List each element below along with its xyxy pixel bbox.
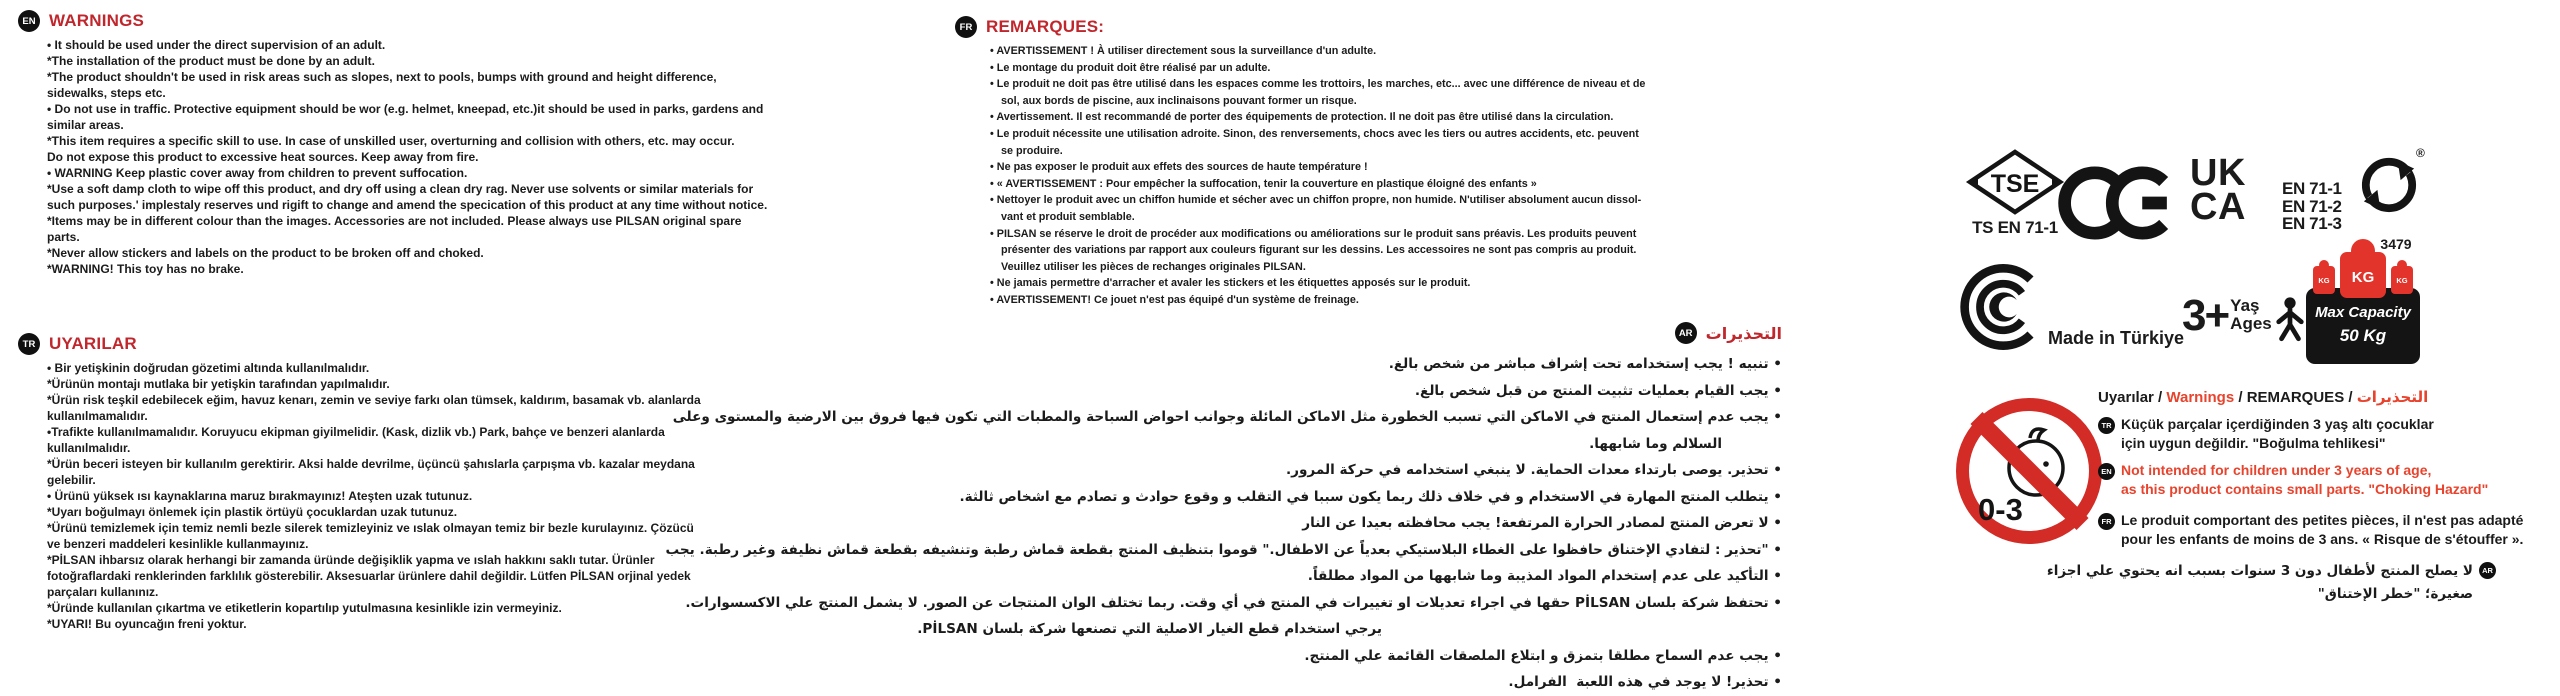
warning-line: • يجب عدم إستعمال المنتج في الاماكن التي تسبب الخطورة مثل الاماكن المائلة وجوانب احواض السباحة والمطبات التي تكون فيها فروق بين الارضية والمستوى وعلى [672, 409, 1782, 425]
choking-hazard-panel [2046, 388, 2524, 606]
choking-heading [2098, 388, 2496, 406]
warning-line: • تنبيه ! يجب إستخدامه تحت إشراف مباشر من شخص بالغ. [1388, 356, 1782, 372]
warning-line: parts. [47, 230, 80, 244]
choking-heading-en: Warnings [2166, 389, 2235, 406]
separator: / [2234, 389, 2247, 406]
en71-standards [2282, 180, 2342, 233]
section-warnings-fr [955, 16, 1645, 309]
age-number: 3+ [2182, 291, 2229, 340]
warning-line: • It should be used under the direct supervision of an adult. [47, 38, 386, 52]
warning-line: • Ne pas exposer le produit aux effets des sources de haute température ! [990, 161, 1368, 174]
warning-lines-en [47, 37, 767, 277]
separator: / [2344, 389, 2357, 406]
age-word-tr: Yaş [2230, 296, 2260, 315]
green-dot-recycle-icon [2360, 156, 2418, 214]
warning-line: kullanılmalıdır. [47, 441, 131, 455]
kg-weight-small-icon: KG [2313, 266, 2335, 294]
ar-language-badge: AR [1675, 322, 1697, 344]
made-in-label: Made in Türkiye [2048, 328, 2185, 348]
age-range-text: 0-3 [1978, 492, 2023, 527]
ukca-line-ca: CA [2190, 186, 2246, 228]
warning-line: السلالم وما شابهها. [1589, 435, 1722, 452]
age-words [2230, 297, 2272, 333]
age-recommendation [2182, 291, 2306, 342]
section-header-tr [18, 333, 701, 355]
choking-line: Not intended for children under 3 years of age, [2121, 462, 2432, 478]
separator: / [2153, 389, 2167, 406]
warning-line: • Do not use in traffic. Protective equipment should be wor (e.g. helmet, kneepad, etc.)it should be used in parks, gardens and [47, 102, 764, 116]
warning-line: *Ürün risk teşkil edebilecek eğim, havuz kenarı, zemin ve seviye farkı olan tümsek, kaldırım, basamak vb. alanlarda [47, 393, 701, 407]
section-title-ar: التحذيرات [1705, 323, 1782, 343]
kg-weight-icon: KG [2340, 252, 2386, 298]
tse-logo [1966, 148, 2064, 216]
warning-line: • التأكيد على عدم إستخدام المواد المذيبة وما شابهها من المواد مطلقاً. [1307, 568, 1782, 584]
age-0-3-prohibition-sign [1956, 398, 2102, 544]
warning-line: *PİLSAN ihbarsız olarak herhangi bir zamanda üründe değişiklik yapma ve ıslah hakkını saklı tutar. Ürünler [47, 553, 655, 567]
max-capacity-value: 50 Kg [2339, 326, 2387, 345]
en71-standard-line: EN 71-2 [2282, 196, 2342, 216]
warning-line: • Bir yetişkinin doğrudan gözetimi altında kullanılmalıdır. [47, 361, 370, 375]
tr-language-badge: TR [2098, 417, 2115, 434]
warning-line: similar areas. [47, 118, 124, 132]
warning-line: vant et produit semblable. [1001, 210, 1135, 223]
choking-text-tr [2121, 415, 2434, 452]
warning-line: • Le produit nécessite une utilisation adroite. Sinon, des renversements, chocs avec les tiers ou autres accidents, etc. peuvent [990, 127, 1639, 140]
choking-heading-fr: REMARQUES [2246, 389, 2345, 406]
choking-line: Küçük parçalar içerdiğinden 3 yaş altı çocuklar [2121, 416, 2434, 432]
warning-line: such purposes.' implestaly reserves und rigift to change and amend the specication of this product at any time without notice. [47, 198, 768, 212]
warning-line: *Use a soft damp cloth to wipe off this product, and dry off using a clean dry rag. Never use solvents or similar materials for [47, 182, 754, 196]
section-warnings-tr [18, 333, 701, 632]
ce-mark-icon [2066, 160, 2174, 246]
warning-line: *UYARI! Bu oyuncağın freni yoktur. [47, 617, 247, 631]
warning-line: *Ürünün montajı mutlaka bir yetişkin tarafından yapılmalıdır. [47, 377, 390, 391]
warning-line: *Ürünü temizlemek için temiz nemli bezle silerek temizleyiniz ve ıslak olmayan temiz bir bezle kurulayınız. Çözücü [47, 521, 694, 535]
choking-text-ar [2047, 560, 2473, 606]
warning-line: kullanılmamalıdır. [47, 409, 148, 423]
choking-line: as this product contains small parts. "Choking Hazard" [2121, 480, 2489, 497]
warning-line: gelebilir. [47, 473, 96, 487]
warning-line: يرجي استخدام قطع الغيار الاصلية التي تصنعها شركة بلسان PİLSAN. [917, 621, 1382, 637]
warning-lines-fr [990, 43, 1645, 309]
max-capacity-title: Max Capacity [2315, 304, 2411, 321]
age-word-en: Ages [2230, 314, 2272, 333]
warning-line: • يجب القيام بعمليات تثبيت المنتج من قبل شخص بالغ. [1414, 382, 1782, 399]
registered-trademark-symbol: ® [2416, 146, 2425, 160]
choking-heading-tr: Uyarılar [2098, 389, 2154, 406]
warning-line: • تحذير. يوصى بارتداء معدات الحماية. لا ينبغي استخدامه في حركة المرور. [1285, 462, 1782, 478]
warning-line: *Items may be in different colour than the images. Accessories are not included. Please always use PILSAN original spare [47, 214, 742, 228]
en71-standard-line: EN 71-1 [2282, 179, 2342, 198]
ukca-line-uk: UK [2190, 152, 2246, 194]
warning-line: • Le produit ne doit pas être utilisé dans les espaces comme les trottoirs, les marches, etc... avec une différence de niveau et de [990, 78, 1646, 91]
choking-line: Le produit comportant des petites pièces, il n'est pas adapté [2121, 512, 2524, 528]
warning-line: sol, aux bords de piscine, aux inclinaisons pouvant former un risque. [1001, 94, 1357, 107]
en-language-badge: EN [18, 10, 40, 32]
warning-line: • Ürünü yüksek ısı kaynaklarına maruz bırakmayınız! Ateşten uzak tutunuz. [47, 489, 473, 503]
warning-line: • Ne jamais permettre d'arracher et avaler les stickers et les étiquettes apposés sur le produit. [990, 277, 1471, 290]
warning-line: présenter des variations par rapport aux couleurs figurant sur les dessins. Les accessoires ne sont pas compris au produit. [1001, 244, 1637, 257]
warning-line: • يتطلب المنتج المهارة في الاستخدام و في خلاف ذلك ربما يكون سببا في التقلب و وقوع حوادث و تصادم مع اشخاص ثالثة. [959, 488, 1782, 505]
ukca-mark [2190, 152, 2246, 228]
fr-language-badge: FR [2098, 513, 2115, 530]
section-header-fr [955, 16, 1645, 38]
choking-text-fr [2121, 511, 2523, 548]
choking-warning-en [2098, 461, 2496, 498]
green-dot-number: 3479 [2380, 236, 2412, 252]
warning-line: • Le montage du produit doit être réalisé par un adulte. [990, 61, 1271, 74]
crescent-certification-icon [1960, 264, 2046, 350]
warning-line: fotoğraflardaki renklerinden farklılık gösterebilir. Aksesuarlar ürünlere dahil değildir. Lütfen PİLSAN orjinal yedek [47, 569, 691, 583]
warning-line: • AVERTISSEMENT ! À utiliser directement sous la surveillance d'un adulte. [990, 45, 1377, 57]
warning-line: • WARNING Keep plastic cover away from children to prevent suffocation. [47, 166, 468, 180]
section-warnings-ar [665, 322, 1782, 696]
choking-warning-fr [2098, 511, 2524, 548]
tr-language-badge: TR [18, 333, 40, 355]
fr-language-badge: FR [955, 16, 977, 38]
warning-line: • AVERTISSEMENT! Ce jouet n'est pas équipé d'un système de freinage. [990, 293, 1359, 306]
warning-line: parçaları kullanınız. [47, 585, 159, 599]
svg-text:TSE: TSE [1990, 170, 2040, 198]
section-title-fr: REMARQUES: [986, 17, 1105, 36]
warning-line: • "تحذير : لتفادي الإختناق حافظوا على الغطاء البلاستيكي بعدياً عن الاطفال." قوموا بتنظيف المنتج بقطعة قماش رطبة وتنشيفه بقطعة قماش نظيفة وغير رطبة. يجب [665, 541, 1782, 558]
section-header-ar [950, 322, 1782, 344]
en-language-badge: EN [2098, 463, 2115, 480]
warning-line: *The product shouldn't be used in risk areas such as slopes, next to pools, bumps with ground and height difference, [47, 70, 717, 84]
warning-line: *This item requires a specific skill to use. In case of unskilled user, overturning and collision with others, etc. may occur. [47, 134, 735, 148]
warning-line: *Ürün beceri isteyen bir kullanılm gerektirir. Aksi halde devrilme, üçüncü şahıslarla çarpışma vb. kazalar meydana [47, 457, 695, 471]
warning-line: • تحذير! لا يوجد في هذه اللعبة الفرامل. [1508, 674, 1782, 690]
kg-weight-small-icon: KG [2391, 266, 2413, 294]
warning-line: Do not expose this product to excessive heat sources. Keep away from fire. [47, 150, 479, 164]
warning-line: Veuillez utiliser les pièces de rechanges originales PILSAN. [1001, 260, 1306, 273]
en71-standard-line: EN 71-3 [2282, 214, 2342, 233]
warning-line: • Nettoyer le produit avec un chiffon humide et sécher avec un chiffon propre, non humide. N'utiliser absolument aucun dissol- [990, 194, 1642, 207]
child-icon [2274, 296, 2306, 342]
choking-line: لا يصلح المنتج لأطفال دون 3 سنوات بسبب انه يحتوي علي اجزاء [2046, 563, 2473, 579]
tse-standard-label: TS EN 71-1 [1972, 218, 2058, 237]
section-warnings-en [18, 10, 767, 277]
choking-warning-tr [2098, 415, 2496, 452]
warning-line: •Trafikte kullanılmamalıdır. Koruyucu ekipman giyilmelidir. (Kask, dizlik vb.) Park, bahçe ve benzeri alanlarda [47, 425, 665, 439]
section-title-tr: UYARILAR [49, 334, 137, 353]
warning-line: • PILSAN se réserve le droit de procéder aux modifications ou améliorations sur le produit sans préavis. Les produits peuvent [990, 227, 1637, 240]
warning-line: ve benzeri maddeleri kesinlikle kullanmayınız. [47, 537, 309, 551]
warning-line: se produire. [1001, 144, 1063, 157]
warning-line: • تحتفظ شركة بلسان PİLSAN حقها في اجراء تعديلات او تغييرات في المنتج في أي وقت. ربما تختلف الوان المنتجات عن الصور. لا يشمل المنتج علي الاكسسوارات. [685, 594, 1782, 611]
max-capacity-badge [2306, 238, 2420, 366]
warning-line: sidewalks, steps etc. [47, 86, 166, 100]
warning-lines-ar [665, 351, 1782, 696]
choking-warning-ar [2046, 560, 2496, 606]
warning-line: *Uyarı boğulmayı önlemek için plastik örtüyü çocuklardan uzak tutunuz. [47, 505, 458, 519]
warning-line: *Never allow stickers and labels on the product to be broken off and choked. [47, 246, 484, 260]
choking-line: pour les enfants de moins de 3 ans. « Risque de s'étouffer ». [2121, 530, 2524, 547]
choking-text-en [2121, 461, 2488, 498]
warning-line: *WARNING! This toy has no brake. [47, 262, 244, 276]
choking-heading-ar: التحذيرات [2356, 388, 2429, 406]
tse-diamond-icon [1966, 148, 2064, 216]
warning-lines-tr [47, 360, 701, 632]
warning-line: • « AVERTISSEMENT : Pour empêcher la suffocation, tenir la couverture en plastique éloigné des enfants » [990, 177, 1537, 190]
warning-line: *The installation of the product must be done by an adult. [47, 54, 376, 68]
ar-language-badge: AR [2479, 562, 2496, 579]
warning-line: • يجب عدم السماح مطلقا بتمزق و ابتلاع الملصقات القائمة علي المنتج. [1304, 647, 1782, 664]
warning-line: *Üründe kullanılan çıkartma ve etiketlerin kopartılıp yutulmasına kesinlikle izin vermeyiniz. [47, 601, 562, 615]
choking-line: صغيرة؛ "خطر الإختناق" [2317, 586, 2473, 602]
section-title-en: WARNINGS [49, 11, 145, 30]
section-header-en [18, 10, 767, 32]
warning-line: • لا تعرض المنتج لمصادر الحرارة المرتفعة! يجب محافظته بعيدا عن النار [1302, 515, 1782, 531]
warning-line: • Avertissement. Il est recommandé de porter des équipements de protection. Il ne doit pas être utilisé dans la circulation. [990, 111, 1614, 124]
choking-line: için uygun değildir. "Boğulma tehlikesi" [2121, 434, 2386, 451]
